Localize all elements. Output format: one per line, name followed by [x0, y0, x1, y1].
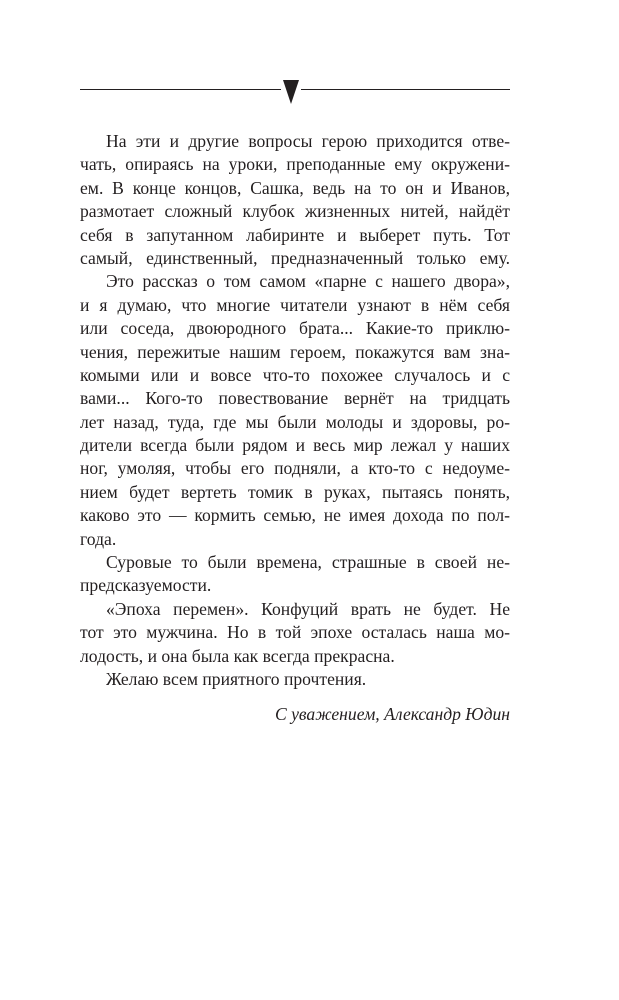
text-line: тот это мужчина. Но в той эпохе осталась наша мо-	[80, 622, 510, 643]
text-line: комыми или и вовсе что-то похожее случалось и с	[80, 364, 510, 385]
text-line: чения, пережитые нашим героем, покажутся вам зна-	[80, 341, 510, 362]
text-line: самый, единственный, предназначенный только ему.	[80, 247, 510, 268]
text-line: предсказуемости.	[80, 575, 212, 596]
paragraph-3	[80, 551, 510, 598]
text-line: или соседа, двоюродного брата... Какие-то приклю-	[80, 318, 510, 339]
down-triangle-icon	[283, 80, 299, 104]
text-line: На эти и другие вопросы герою приходится отве-	[106, 131, 510, 151]
text-line: лодость, и она была как всегда прекрасна.	[80, 645, 395, 666]
text-line: и я думаю, что многие читатели узнают в нём себя	[80, 294, 510, 315]
text-line: себя в запутанном лабиринте и выберет путь. Тот	[80, 224, 510, 245]
section-ornament	[80, 78, 510, 106]
body-text	[80, 130, 510, 727]
paragraph-1	[80, 130, 510, 270]
text-line: лет назад, туда, где мы были молоды и здоровы, ро-	[80, 411, 510, 432]
text-line: ем. В конце концов, Сашка, ведь на то он и Иванов,	[80, 177, 510, 198]
text-line: размотает сложный клубок жизненных нитей, найдёт	[80, 201, 510, 222]
text-line: чать, опираясь на уроки, преподанные ему окружени-	[80, 154, 510, 175]
text-line: каково это — кормить семью, не имея дохода по пол-	[80, 505, 510, 526]
paragraph-2	[80, 270, 510, 551]
paragraph-5	[80, 668, 510, 691]
text-line: нием будет вертеть томик в руках, пытаясь понять,	[80, 481, 510, 502]
text-line: «Эпоха перемен». Конфуций врать не будет. Не	[106, 598, 510, 619]
text-line: ног, умоляя, чтобы его подняли, а кто-то с недоуме-	[80, 458, 510, 479]
text-line: года.	[80, 528, 117, 549]
text-line: Желаю всем приятного прочтения.	[106, 668, 367, 689]
text-line: Это рассказ о том самом «парне с нашего двора»,	[106, 271, 510, 292]
text-line: вами... Кого-то повествование вернёт на тридцать	[80, 388, 510, 409]
signature: С уважением, Александр Юдин	[274, 704, 510, 725]
ornament-rule-left	[80, 89, 281, 90]
ornament-rule-right	[301, 89, 510, 90]
text-line: дители всегда были рядом и весь мир лежал у наших	[80, 435, 510, 456]
text-line: Суровые то были времена, страшные в своей не-	[106, 552, 510, 573]
paragraph-4	[80, 598, 510, 668]
